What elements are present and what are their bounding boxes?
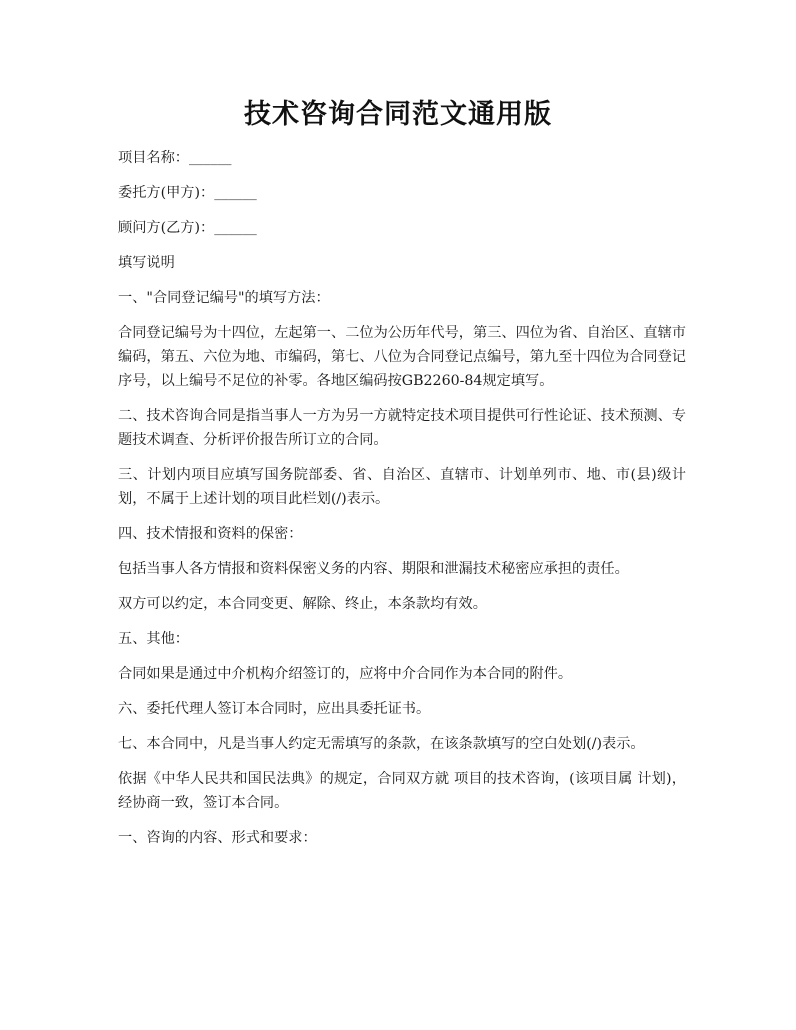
section-5-body: 合同如果是通过中介机构介绍签订的，应将中介合同作为本合同的附件。 bbox=[118, 666, 573, 682]
project-name-line: 项目名称：______ bbox=[118, 150, 232, 166]
section-6-paragraph: 六、委托代理人签订本合同时，应出具委托证书。 bbox=[118, 701, 431, 717]
section-3-paragraph: 三、计划内项目应填写国务院部委、省、自治区、直辖市、计划单列市、地、市(县)级计划，不属于上述计划的项目此栏划(/)表示。 bbox=[118, 467, 686, 507]
section-4-body: 包括当事人各方情报和资料保密义务的内容、期限和泄漏技术秘密应承担的责任。 bbox=[118, 561, 629, 577]
section-7-paragraph: 七、本合同中，凡是当事人约定无需填写的条款，在该条款填写的空白处划(/)表示。 bbox=[118, 736, 645, 752]
section-5-heading: 五、其他： bbox=[118, 631, 189, 647]
instructions-heading: 填写说明 bbox=[118, 255, 175, 271]
consultant-party-line: 顾问方(乙方)：______ bbox=[118, 220, 257, 236]
section-1-body: 合同登记编号为十四位，左起第一、二位为公历年代号，第三、四位为省、自治区、直辖市编码，第五、六位为地、市编码，第七、八位为合同登记点编号，第九至十四位为合同登记序号，以上编号不足位的补零。各地区编码按GB2260-84规定填写。 bbox=[118, 325, 686, 389]
document-body bbox=[118, 146, 686, 861]
section-1-heading: 一、"合同登记编号"的填写方法： bbox=[118, 290, 330, 306]
section-4-heading: 四、技术情报和资料的保密： bbox=[118, 526, 303, 542]
section-4-note: 双方可以约定，本合同变更、解除、终止，本条款均有效。 bbox=[118, 596, 487, 612]
article-1-heading: 一、咨询的内容、形式和要求： bbox=[118, 830, 317, 846]
document-title: 技术咨询合同范文通用版 bbox=[244, 99, 552, 130]
contract-preamble: 依据《中华人民共和国民法典》的规定，合同双方就 项目的技术咨询，(该项目属 计划)，经协商一致，签订本合同。 bbox=[118, 771, 686, 811]
client-party-line: 委托方(甲方)：______ bbox=[118, 185, 257, 201]
section-2-paragraph: 二、技术咨询合同是指当事人一方为另一方就特定技术项目提供可行性论证、技术预测、专题技术调查、分析评价报告所订立的合同。 bbox=[118, 408, 686, 448]
